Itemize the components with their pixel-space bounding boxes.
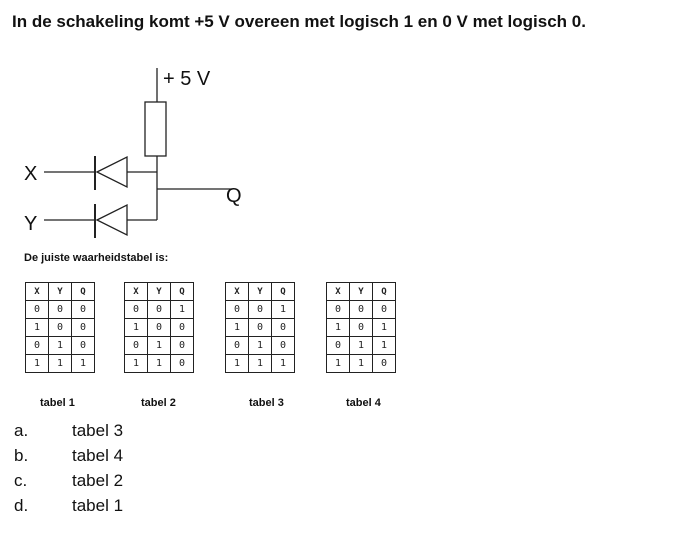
answer-option-c[interactable] <box>14 468 123 493</box>
header-y: Y <box>148 283 171 301</box>
table-cell: 0 <box>327 337 350 355</box>
table-row <box>26 355 95 373</box>
table-cell: 0 <box>72 319 95 337</box>
answer-text: tabel 3 <box>72 420 124 440</box>
table-cell: 0 <box>272 319 295 337</box>
table-row <box>226 337 295 355</box>
header-q: Q <box>373 283 396 301</box>
table-cell: 1 <box>226 319 249 337</box>
table-row <box>26 301 95 319</box>
table-cell: 1 <box>148 337 171 355</box>
table-cell: 0 <box>171 337 194 355</box>
truth-table-4 <box>326 282 396 373</box>
answer-text: tabel 2 <box>72 470 124 490</box>
truth-table-3 <box>225 282 295 373</box>
table-1-caption: tabel 1 <box>40 397 75 409</box>
answer-option-b[interactable] <box>14 443 123 468</box>
table-cell: 0 <box>72 301 95 319</box>
table-cell: 1 <box>350 355 373 373</box>
truth-table-1 <box>25 282 95 373</box>
header-x: X <box>327 283 350 301</box>
header-q: Q <box>171 283 194 301</box>
table-cell: 0 <box>72 337 95 355</box>
table-cell: 1 <box>125 319 148 337</box>
table-cell: 0 <box>249 301 272 319</box>
table-cell: 0 <box>249 319 272 337</box>
answer-text: tabel 1 <box>72 495 124 515</box>
table-3-caption: tabel 3 <box>249 397 284 409</box>
table-cell: 1 <box>373 337 396 355</box>
table-cell: 0 <box>373 301 396 319</box>
table-cell: 1 <box>26 355 49 373</box>
table-row <box>327 355 396 373</box>
input-y-label: Y <box>24 213 38 235</box>
table-cell: 0 <box>125 337 148 355</box>
table-cell: 0 <box>171 319 194 337</box>
diode-y-triangle <box>97 205 127 235</box>
answer-text: tabel 4 <box>72 445 124 465</box>
table-cell: 1 <box>350 337 373 355</box>
header-q: Q <box>272 283 295 301</box>
answer-letter: a. <box>14 420 29 440</box>
table-cell: 1 <box>226 355 249 373</box>
question-text: In de schakeling komt +5 V overeen met logisch 1 en 0 V met logisch 0. <box>12 12 586 31</box>
table-cell: 1 <box>72 355 95 373</box>
truth-table-2 <box>124 282 194 373</box>
table-row <box>125 301 194 319</box>
table-cell: 0 <box>49 319 72 337</box>
table-row <box>327 319 396 337</box>
resistor <box>145 102 166 156</box>
header-x: X <box>226 283 249 301</box>
table-row <box>125 319 194 337</box>
header-x: X <box>125 283 148 301</box>
table-cell: 0 <box>327 301 350 319</box>
table-cell: 1 <box>148 355 171 373</box>
table-cell: 0 <box>148 301 171 319</box>
table-cell: 0 <box>272 337 295 355</box>
table-row <box>26 319 95 337</box>
table-cell: 1 <box>272 355 295 373</box>
table-cell: 0 <box>226 337 249 355</box>
table-cell: 0 <box>26 301 49 319</box>
table-cell: 1 <box>327 355 350 373</box>
table-row <box>125 337 194 355</box>
table-row <box>226 319 295 337</box>
table-cell: 0 <box>125 301 148 319</box>
answer-letter: c. <box>14 470 28 490</box>
header-y: Y <box>350 283 373 301</box>
table-cell: 0 <box>49 301 72 319</box>
truth-table-prompt: De juiste waarheidstabel is: <box>24 252 169 264</box>
table-cell: 0 <box>350 319 373 337</box>
table-row <box>125 355 194 373</box>
diode-circuit-diagram <box>0 60 320 250</box>
answer-letter: d. <box>14 495 29 515</box>
table-cell: 1 <box>125 355 148 373</box>
header-q: Q <box>72 283 95 301</box>
table-row <box>26 337 95 355</box>
supply-label: + 5 V <box>163 68 211 90</box>
table-cell: 1 <box>249 355 272 373</box>
answer-options <box>14 418 123 518</box>
table-cell: 0 <box>171 355 194 373</box>
answer-option-a[interactable] <box>14 418 123 443</box>
table-row <box>327 301 396 319</box>
table-2-caption: tabel 2 <box>141 397 176 409</box>
input-x-label: X <box>24 163 38 185</box>
table-cell: 0 <box>226 301 249 319</box>
table-row <box>226 355 295 373</box>
table-cell: 1 <box>373 319 396 337</box>
table-row <box>226 301 295 319</box>
table-row <box>327 337 396 355</box>
output-q-label: Q <box>226 185 242 207</box>
table-cell: 0 <box>148 319 171 337</box>
answer-letter: b. <box>14 445 29 465</box>
diode-x-triangle <box>97 157 127 187</box>
table-cell: 1 <box>327 319 350 337</box>
table-cell: 0 <box>350 301 373 319</box>
answer-option-d[interactable] <box>14 493 123 518</box>
table-cell: 1 <box>272 301 295 319</box>
header-x: X <box>26 283 49 301</box>
table-cell: 1 <box>249 337 272 355</box>
header-y: Y <box>249 283 272 301</box>
table-cell: 0 <box>373 355 396 373</box>
table-cell: 1 <box>49 355 72 373</box>
table-cell: 1 <box>26 319 49 337</box>
header-y: Y <box>49 283 72 301</box>
table-cell: 1 <box>171 301 194 319</box>
table-cell: 1 <box>49 337 72 355</box>
table-cell: 0 <box>26 337 49 355</box>
table-4-caption: tabel 4 <box>346 397 381 409</box>
